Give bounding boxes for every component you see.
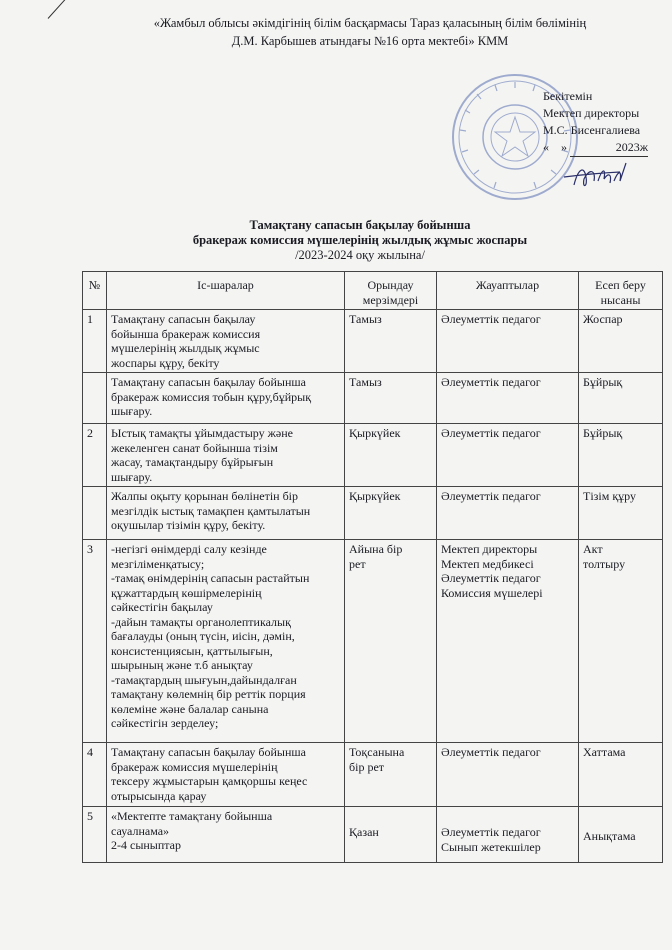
approval-date-suffix: 2023ж xyxy=(570,139,648,157)
row-report-form: Бұйрық xyxy=(579,373,663,424)
approval-line-1: Бекітемін xyxy=(543,89,593,103)
row-activity: «Мектепте тамақтану бойынша сауалнама» 2-4 сыныптар xyxy=(107,807,345,863)
row-responsible: Әлеуметтік педагог xyxy=(437,487,579,540)
approval-date: « » 2023ж xyxy=(543,139,648,157)
row-responsible: Әлеуметтік педагог xyxy=(437,424,579,487)
table-row xyxy=(83,487,663,540)
row-responsible: Әлеуметтік педагог xyxy=(437,310,579,373)
table-row xyxy=(83,807,663,863)
title-line-3: /2023-2024 оқу жылына/ xyxy=(295,248,425,262)
row-activity: -негізгі өнімдерді салу кезінде мезгіліменқатысу; -тамақ өнімдерінің сапасын растайтын құжаттардың көшірмелерінің сәйкестігін бақылау -дайын тамақты органолептикалық бағалауды (оның түсін, иісін, дәмін, консистенциясын, қаттылығын, шырының және т.б анықтау -тамақтардың шығуын,дайындалған тамақтану көлемнің бір реттік порция көлеміне және балалар санына сәйкестігін зерделеу; xyxy=(107,540,345,743)
row-term: Тамыз xyxy=(345,310,437,373)
scan-mark xyxy=(48,0,73,19)
row-term: Қыркүйек xyxy=(345,487,437,540)
table-row xyxy=(83,540,663,743)
header-report-form: Есеп беру нысаны xyxy=(579,272,663,310)
document-title xyxy=(60,218,660,263)
row-term: Қыркүйек xyxy=(345,424,437,487)
row-activity: Жалпы оқыту қорынан бөлінетін бір мезгілдік ыстық тамақпен қамтылатын оқушылар тізімін құру, бекіту. xyxy=(107,487,345,540)
row-activity: Тамақтану сапасын бақылау бойынша бракераж комиссия мүшелерінің жылдық жұмыс жоспары құру, бекіту xyxy=(107,310,345,373)
row-report-form: Бұйрық xyxy=(579,424,663,487)
row-activity: Тамақтану сапасын бақылау бойынша бракераж комиссия тобын құру,бұйрық шығару. xyxy=(107,373,345,424)
header-line-2: Д.М. Карбышев атындағы №16 орта мектебі» КММ xyxy=(231,34,509,48)
header-term: Орындау мерзімдері xyxy=(345,272,437,310)
document-header xyxy=(90,14,650,50)
row-report-form: Тізім құру xyxy=(579,487,663,540)
row-activity: Ыстық тамақты ұйымдастыру және жекеленген санат бойынша тізім жасау, тамақтандыру бұйрығын шығару. xyxy=(107,424,345,487)
table-row xyxy=(83,373,663,424)
row-report-form: Акт толтыру xyxy=(579,540,663,743)
work-plan-table xyxy=(82,271,663,863)
approval-block xyxy=(543,88,648,157)
row-number: 5 xyxy=(83,807,107,863)
header-responsible: Жауаптылар xyxy=(437,272,579,310)
title-line-2: бракераж комиссия мүшелерінің жылдық жұмыс жоспары xyxy=(192,233,528,247)
row-number: 2 xyxy=(83,424,107,487)
table-row xyxy=(83,424,663,487)
table-row xyxy=(83,743,663,807)
row-number: 4 xyxy=(83,743,107,807)
row-number xyxy=(83,373,107,424)
header-number: № xyxy=(83,272,107,310)
director-signature xyxy=(560,155,650,195)
row-term: Айына бір рет xyxy=(345,540,437,743)
row-number xyxy=(83,487,107,540)
row-responsible: Мектеп директоры Мектеп медбикесі Әлеуметтік педагог Комиссия мүшелері xyxy=(437,540,579,743)
row-report-form: Анықтама xyxy=(579,807,663,863)
row-report-form: Хаттама xyxy=(579,743,663,807)
header-activities: Іс-шаралар xyxy=(107,272,345,310)
row-report-form: Жоспар xyxy=(579,310,663,373)
row-responsible: Әлеуметтік педагог xyxy=(437,373,579,424)
approval-line-2: Мектеп директоры xyxy=(543,106,640,120)
row-term: Тамыз xyxy=(345,373,437,424)
row-responsible: Әлеуметтік педагог Сынып жетекшілер xyxy=(437,807,579,863)
row-term: Қазан xyxy=(345,807,437,863)
table-row xyxy=(83,310,663,373)
header-line-1: «Жамбыл облысы әкімдігінің білім басқармасы Тараз қаласының білім бөлімінің xyxy=(153,16,587,30)
row-number: 1 xyxy=(83,310,107,373)
row-activity: Тамақтану сапасын бақылау бойынша бракераж комиссия мүшелерінің тексеру жұмыстарын қамқоршы кеңес отырысында қарау xyxy=(107,743,345,807)
row-responsible: Әлеуметтік педагог xyxy=(437,743,579,807)
title-line-1: Тамақтану сапасын бақылау бойынша xyxy=(249,218,471,232)
table-header-row xyxy=(83,272,663,310)
row-term: Тоқсанына бір рет xyxy=(345,743,437,807)
row-number: 3 xyxy=(83,540,107,743)
approval-line-3: М.С. Бисенгалиева xyxy=(543,123,641,137)
